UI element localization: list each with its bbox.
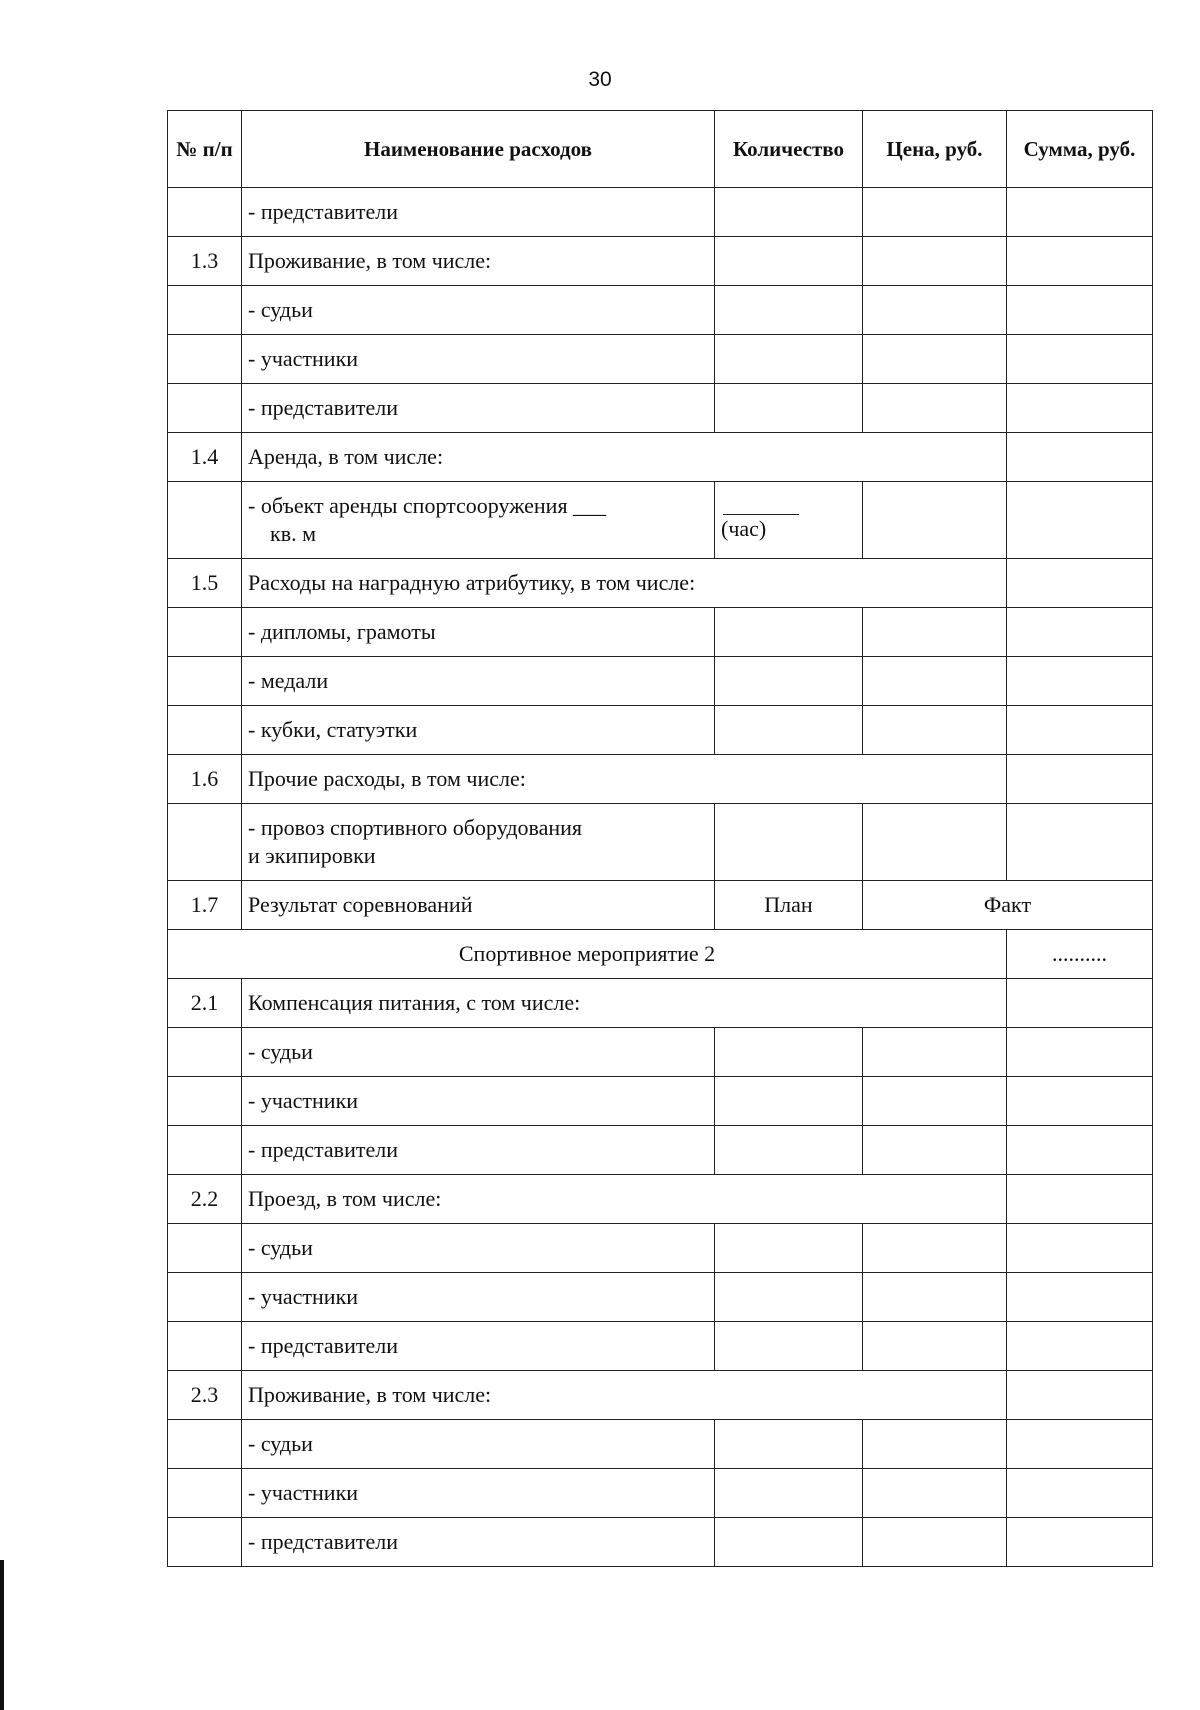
header-name: Наименование расходов (242, 111, 715, 188)
qty-cell (715, 237, 863, 286)
row-name-cell: - представители (242, 188, 715, 237)
price-cell (863, 706, 1007, 755)
row-num-cell: 2.1 (168, 979, 242, 1028)
sum-cell (1007, 1420, 1153, 1469)
sum-cell (1007, 979, 1153, 1028)
sum-cell (1007, 706, 1153, 755)
row-name-cell: - судьи (242, 1224, 715, 1273)
table-row (168, 804, 1153, 881)
table-row (168, 979, 1153, 1028)
table-row (168, 1077, 1153, 1126)
header-sum: Сумма, руб. (1007, 111, 1153, 188)
row-num-cell (168, 608, 242, 657)
sum-cell (1007, 335, 1153, 384)
price-cell (863, 188, 1007, 237)
table-row (168, 286, 1153, 335)
blank-line (723, 498, 799, 515)
table-row (168, 1028, 1153, 1077)
row-num-cell: 1.3 (168, 237, 242, 286)
table-row (168, 657, 1153, 706)
qty-cell (715, 482, 863, 559)
table-row (168, 188, 1153, 237)
price-cell (863, 1469, 1007, 1518)
row-name-cell: Проезд, в том числе: (242, 1175, 1007, 1224)
row-name-line: и экипировки (248, 843, 376, 868)
row-num-cell (168, 1224, 242, 1273)
row-num-cell (168, 482, 242, 559)
qty-cell (715, 286, 863, 335)
row-num-cell (168, 286, 242, 335)
table-row (168, 1273, 1153, 1322)
expenses-table (167, 110, 1153, 1567)
price-cell (863, 1077, 1007, 1126)
row-num-cell (168, 188, 242, 237)
table-row (168, 1420, 1153, 1469)
table-row (168, 237, 1153, 286)
row-name-line: - объект аренды спортсооружения ___ (248, 493, 607, 518)
sum-cell (1007, 237, 1153, 286)
table-header-row (168, 111, 1153, 188)
row-name-cell: - кубки, статуэтки (242, 706, 715, 755)
row-name-cell: - участники (242, 1273, 715, 1322)
price-cell (863, 482, 1007, 559)
row-name-cell: - судьи (242, 286, 715, 335)
row-num-cell: 1.7 (168, 881, 242, 930)
row-num-cell (168, 657, 242, 706)
sum-cell (1007, 1126, 1153, 1175)
row-name-cell: - судьи (242, 1028, 715, 1077)
price-cell (863, 804, 1007, 881)
qty-cell (715, 706, 863, 755)
price-cell (863, 657, 1007, 706)
sum-cell (1007, 608, 1153, 657)
table-row (168, 1371, 1153, 1420)
row-name-cell: - представители (242, 1126, 715, 1175)
table-row (168, 1175, 1153, 1224)
row-num-cell (168, 1518, 242, 1567)
sum-cell (1007, 482, 1153, 559)
table-row (168, 608, 1153, 657)
price-cell (863, 608, 1007, 657)
row-num-cell (168, 1273, 242, 1322)
header-price: Цена, руб. (863, 111, 1007, 188)
qty-cell (715, 1322, 863, 1371)
row-num-cell (168, 804, 242, 881)
row-name-cell: - судьи (242, 1420, 715, 1469)
row-name-cell: Прочие расходы, в том числе: (242, 755, 1007, 804)
row-num-cell: 1.4 (168, 433, 242, 482)
row-num-cell: 1.6 (168, 755, 242, 804)
row-name-cell: - представители (242, 1322, 715, 1371)
qty-cell (715, 1126, 863, 1175)
row-name-cell: Проживание, в том числе: (242, 237, 715, 286)
table-row (168, 1518, 1153, 1567)
qty-cell (715, 1224, 863, 1273)
row-num-cell: 2.3 (168, 1371, 242, 1420)
qty-unit-label: (час) (721, 515, 767, 541)
row-num-cell (168, 706, 242, 755)
sum-cell (1007, 1371, 1153, 1420)
fact-cell: Факт (863, 881, 1153, 930)
sum-cell (1007, 286, 1153, 335)
row-num-cell (168, 1469, 242, 1518)
header-qty: Количество (715, 111, 863, 188)
sum-cell (1007, 1273, 1153, 1322)
row-num-cell (168, 335, 242, 384)
table-row (168, 1126, 1153, 1175)
qty-cell (715, 1518, 863, 1567)
row-num-cell: 1.5 (168, 559, 242, 608)
qty-cell (715, 608, 863, 657)
table-row (168, 1322, 1153, 1371)
row-num-cell (168, 384, 242, 433)
price-cell (863, 237, 1007, 286)
section-title: Спортивное мероприятие 2 (168, 930, 1007, 979)
price-cell (863, 286, 1007, 335)
sum-cell (1007, 1224, 1153, 1273)
sum-cell (1007, 1175, 1153, 1224)
row-name-cell: - участники (242, 335, 715, 384)
row-num-cell (168, 1322, 242, 1371)
table-row (168, 706, 1153, 755)
row-name-cell: - представители (242, 1518, 715, 1567)
table-row (168, 1224, 1153, 1273)
price-cell (863, 384, 1007, 433)
qty-cell (715, 1469, 863, 1518)
row-name-cell: - участники (242, 1077, 715, 1126)
price-cell (863, 1126, 1007, 1175)
row-name-cell: Результат соревнований (242, 881, 715, 930)
row-name-cell (242, 804, 715, 881)
qty-cell (715, 657, 863, 706)
sum-cell (1007, 1077, 1153, 1126)
table-row (168, 930, 1153, 979)
sum-cell (1007, 755, 1153, 804)
table-row (168, 755, 1153, 804)
price-cell (863, 1322, 1007, 1371)
table-row (168, 881, 1153, 930)
row-name-cell (242, 482, 715, 559)
price-cell (863, 1273, 1007, 1322)
sum-cell: .......... (1007, 930, 1153, 979)
sum-cell (1007, 804, 1153, 881)
row-name-cell: - участники (242, 1469, 715, 1518)
sum-cell (1007, 657, 1153, 706)
row-num-cell (168, 1077, 242, 1126)
row-name-cell: - медали (242, 657, 715, 706)
sum-cell (1007, 1322, 1153, 1371)
row-name-cell: Компенсация питания, с том числе: (242, 979, 1007, 1028)
sum-cell (1007, 559, 1153, 608)
row-name-cell: Расходы на наградную атрибутику, в том числе: (242, 559, 1007, 608)
qty-cell (715, 384, 863, 433)
qty-cell (715, 804, 863, 881)
page-number: 30 (588, 68, 612, 91)
qty-cell (715, 335, 863, 384)
sum-cell (1007, 433, 1153, 482)
qty-cell (715, 1420, 863, 1469)
price-cell (863, 335, 1007, 384)
table-row (168, 433, 1153, 482)
qty-cell (715, 188, 863, 237)
table-row (168, 384, 1153, 433)
row-name-cell: - дипломы, грамоты (242, 608, 715, 657)
sum-cell (1007, 1028, 1153, 1077)
row-num-cell (168, 1126, 242, 1175)
header-num: № п/п (168, 111, 242, 188)
sum-cell (1007, 1469, 1153, 1518)
row-name-line: - провоз спортивного оборудования (248, 815, 583, 840)
row-num-cell (168, 1028, 242, 1077)
sum-cell (1007, 1518, 1153, 1567)
price-cell (863, 1028, 1007, 1077)
row-name-cell: - представители (242, 384, 715, 433)
qty-cell (715, 1028, 863, 1077)
qty-cell (715, 1273, 863, 1322)
table-row (168, 482, 1153, 559)
plan-cell: План (715, 881, 863, 930)
row-num-cell (168, 1420, 242, 1469)
price-cell (863, 1224, 1007, 1273)
price-cell (863, 1420, 1007, 1469)
table-row (168, 335, 1153, 384)
table-row (168, 559, 1153, 608)
row-num-cell: 2.2 (168, 1175, 242, 1224)
row-name-cell: Аренда, в том числе: (242, 433, 1007, 482)
sum-cell (1007, 384, 1153, 433)
qty-cell (715, 1077, 863, 1126)
row-name-line: кв. м (270, 521, 316, 546)
sum-cell (1007, 188, 1153, 237)
scan-edge-mark (0, 1560, 4, 1710)
table-row (168, 1469, 1153, 1518)
row-name-cell: Проживание, в том числе: (242, 1371, 1007, 1420)
price-cell (863, 1518, 1007, 1567)
